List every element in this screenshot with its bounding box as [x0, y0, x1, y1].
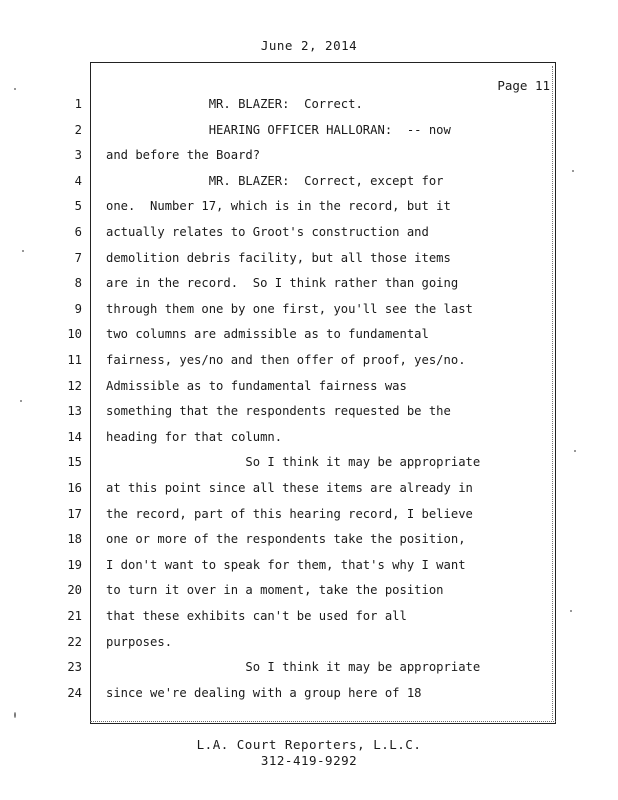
transcript-line — [0, 403, 618, 429]
line-text: actually relates to Groot's construction and — [106, 225, 429, 239]
line-number: 9 — [74, 301, 82, 316]
transcript-line — [0, 122, 618, 148]
transcript-line — [0, 250, 618, 276]
transcript-line — [0, 147, 618, 173]
line-text: MR. BLAZER: Correct, except for — [106, 173, 444, 188]
line-text: two columns are admissible as to fundamental — [106, 327, 429, 342]
transcript-line — [0, 173, 618, 199]
transcript-line — [0, 326, 618, 352]
line-number: 8 — [74, 276, 82, 291]
transcript-line — [0, 506, 618, 532]
line-number: 10 — [67, 327, 82, 342]
line-number: 23 — [67, 660, 82, 675]
line-number: 3 — [74, 148, 82, 163]
transcript-line — [0, 301, 618, 327]
transcript-line — [0, 352, 618, 378]
line-text: since we're dealing with a group here of 18 — [106, 685, 422, 700]
line-text: fairness, yes/no and then offer of proof, yes/no. — [106, 353, 466, 367]
line-number: 16 — [67, 481, 82, 495]
header-date: June 2, 2014 — [260, 38, 358, 53]
transcript-line — [0, 429, 618, 455]
transcript-line — [0, 659, 618, 685]
line-text: Admissible as to fundamental fairness was — [106, 378, 407, 393]
line-text: to turn it over in a moment, take the position — [106, 583, 444, 598]
line-number: 12 — [67, 378, 82, 393]
line-number: 2 — [74, 122, 82, 137]
scan-speck — [22, 250, 24, 252]
footer-divider — [90, 721, 556, 722]
line-number: 13 — [67, 404, 82, 419]
line-number: 17 — [67, 506, 82, 521]
line-number: 7 — [74, 250, 82, 265]
line-text: through them one by one first, you'll see the last — [106, 301, 473, 316]
line-text: one or more of the respondents take the position, — [106, 532, 466, 547]
transcript-line — [0, 275, 618, 301]
line-text: I don't want to speak for them, that's why I want — [106, 557, 466, 572]
transcript-line — [0, 608, 618, 634]
line-number: 6 — [74, 225, 82, 239]
transcript-line — [0, 480, 618, 506]
line-text: something that the respondents requested be the — [106, 404, 451, 419]
line-number: 24 — [67, 685, 82, 700]
scan-speck — [14, 712, 16, 718]
scan-speck — [574, 450, 576, 452]
transcript-line — [0, 557, 618, 583]
footer-company: L.A. Court Reporters, L.L.C. — [196, 737, 422, 752]
page-label: Page 11 — [497, 78, 550, 93]
line-number: 5 — [74, 199, 82, 214]
line-text: HEARING OFFICER HALLORAN: -- now — [106, 122, 451, 137]
transcript-line — [0, 96, 618, 122]
line-text: purposes. — [106, 634, 173, 649]
transcript-line — [0, 454, 618, 480]
transcript-line — [0, 685, 618, 711]
line-text: MR. BLAZER: Correct. — [106, 97, 363, 111]
line-text: one. Number 17, which is in the record, but it — [106, 199, 451, 214]
transcript-line — [0, 378, 618, 404]
line-number: 11 — [67, 353, 82, 367]
transcript-line — [0, 198, 618, 224]
scan-speck — [572, 170, 574, 172]
line-number: 15 — [67, 455, 82, 470]
line-text: the record, part of this hearing record, I believe — [106, 506, 473, 521]
line-text: So I think it may be appropriate — [106, 455, 481, 470]
line-text: and before the Board? — [106, 148, 261, 163]
line-text: that these exhibits can't be used for all — [106, 609, 407, 623]
transcript-line — [0, 531, 618, 557]
line-number: 22 — [67, 634, 82, 649]
line-number: 4 — [74, 173, 82, 188]
scan-speck — [20, 400, 22, 402]
scan-speck — [14, 88, 16, 90]
line-number: 21 — [67, 609, 82, 623]
line-text: So I think it may be appropriate — [106, 660, 481, 675]
transcript-line — [0, 224, 618, 250]
line-number: 18 — [67, 532, 82, 547]
line-text: at this point since all these items are already in — [106, 481, 473, 495]
line-text: are in the record. So I think rather than going — [106, 276, 459, 291]
line-number: 19 — [67, 557, 82, 572]
line-number: 14 — [67, 429, 82, 444]
transcript-line — [0, 634, 618, 660]
line-text: demolition debris facility, but all those items — [106, 250, 451, 265]
scan-speck — [570, 610, 572, 612]
line-text: heading for that column. — [106, 429, 283, 444]
line-number: 20 — [67, 583, 82, 598]
line-number: 1 — [74, 97, 82, 111]
transcript-line — [0, 582, 618, 608]
footer-phone: 312-419-9292 — [260, 753, 358, 768]
